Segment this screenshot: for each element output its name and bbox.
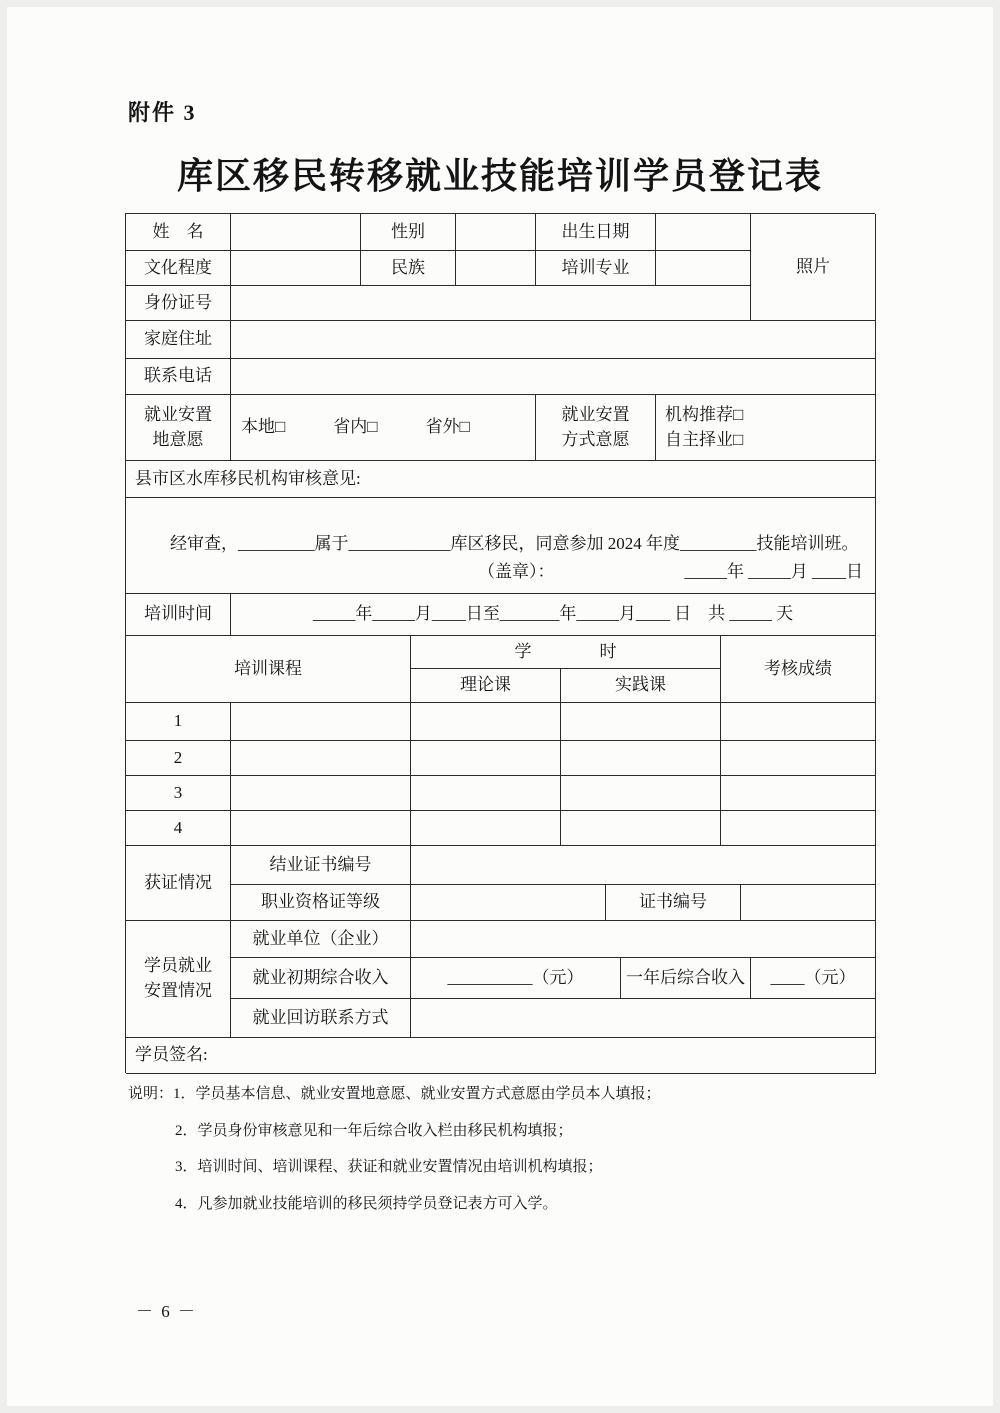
home-address-value-cell [231, 321, 876, 359]
course-name-cell [231, 703, 411, 741]
page-number: － 6 － [136, 1302, 197, 1321]
instruction-line: 2．学员身份审核意见和一年后综合收入栏由移民机构填报； [175, 1122, 573, 1139]
course-name-cell [231, 741, 411, 776]
ethnicity-label: 民族 [361, 251, 456, 286]
option-in-province-checkbox: 省内□ [333, 417, 378, 437]
option-local-checkbox: 本地□ [241, 417, 286, 437]
ethnicity-value-cell [456, 251, 536, 286]
cert-number-value-cell [741, 885, 876, 921]
course-row-number: 1 [126, 703, 231, 741]
practice-hours-cell [561, 741, 721, 776]
phone-label: 联系电话 [126, 359, 231, 395]
review-footer [126, 560, 863, 585]
practice-hours-cell [561, 811, 721, 846]
theory-subheader: 理论课 [411, 669, 561, 703]
practice-subheader: 实践课 [561, 669, 721, 703]
course-row-number: 2 [126, 741, 231, 776]
course-row-number: 4 [126, 811, 231, 846]
score-cell [721, 776, 876, 811]
training-time-label: 培训时间 [126, 594, 231, 636]
name-value-cell [231, 214, 361, 251]
placement-place-options-cell [231, 395, 536, 461]
theory-hours-cell [411, 811, 561, 846]
followup-contact-label: 就业回访联系方式 [231, 999, 411, 1038]
theory-hours-cell [411, 741, 561, 776]
employer-label: 就业单位（企业） [231, 921, 411, 958]
instruction-line: 说明：1．学员基本信息、就业安置地意愿、就业安置方式意愿由学员本人填报； [128, 1086, 661, 1102]
name-label: 姓 名 [126, 214, 231, 251]
option-out-province-checkbox: 省外□ [425, 417, 470, 437]
placement-place-wish-label: 就业安置 地意愿 [126, 395, 231, 461]
score-cell [721, 741, 876, 776]
review-statement: 经审查，_________属于____________库区移民，同意参加 2024 年度_________技能培训班。 [170, 533, 859, 553]
score-header: 考核成绩 [721, 636, 876, 703]
training-time-value: _____年_____月____日至_______年_____月____ 日 共 _____ 天 [231, 594, 876, 636]
student-signature-label: 学员签名: [126, 1038, 876, 1074]
photo-cell: 照片 [751, 214, 876, 321]
employment-section-label: 学员就业 安置情况 [126, 921, 231, 1038]
theory-hours-cell [411, 776, 561, 811]
score-cell [721, 811, 876, 846]
completion-cert-no-value-cell [411, 846, 876, 885]
one-year-income-value: ____（元） [751, 958, 876, 999]
qualification-level-value-cell [411, 885, 606, 921]
initial-income-label: 就业初期综合收入 [231, 958, 411, 999]
id-number-value-cell [231, 286, 751, 321]
score-cell [721, 703, 876, 741]
phone-value-cell [231, 359, 876, 395]
theory-hours-cell [411, 703, 561, 741]
gender-label: 性别 [361, 214, 456, 251]
placement-method-wish-label: 就业安置 方式意愿 [536, 395, 656, 461]
instruction-line: 3．培训时间、培训课程、获证和就业安置情况由培训机构填报； [175, 1159, 603, 1175]
education-label: 文化程度 [126, 251, 231, 286]
placement-method-options-cell: 机构推荐□ 自主择业□ [656, 395, 876, 461]
practice-hours-cell [561, 703, 721, 741]
training-major-value-cell [656, 251, 751, 286]
followup-contact-value-cell [411, 999, 876, 1038]
completion-cert-no-label: 结业证书编号 [231, 846, 411, 885]
agency-review-header: 县市区水库移民机构审核意见: [126, 461, 876, 498]
hours-header: 学 时 [411, 636, 721, 669]
page-title: 库区移民转移就业技能培训学员登记表 [176, 156, 823, 196]
cert-number-label: 证书编号 [606, 885, 741, 921]
qualification-level-label: 职业资格证等级 [231, 885, 411, 921]
stamp-date-blanks: _____年 _____月 ____日 [684, 562, 863, 582]
course-row-number: 3 [126, 776, 231, 811]
practice-hours-cell [561, 776, 721, 811]
course-name-cell [231, 811, 411, 846]
course-header: 培训课程 [126, 636, 411, 703]
registration-form-table [125, 213, 875, 1073]
id-number-label: 身份证号 [126, 286, 231, 321]
attachment-label: 附件 3 [128, 100, 197, 125]
birthdate-label: 出生日期 [536, 214, 656, 251]
education-value-cell [231, 251, 361, 286]
course-name-cell [231, 776, 411, 811]
gender-value-cell [456, 214, 536, 251]
home-address-label: 家庭住址 [126, 321, 231, 359]
stamp-label: （盖章）： [478, 562, 555, 582]
agency-review-cell [126, 498, 876, 594]
training-major-label: 培训专业 [536, 251, 656, 286]
instruction-line: 4．凡参加就业技能培训的移民须持学员登记表方可入学。 [175, 1195, 558, 1212]
birthdate-value-cell [656, 214, 751, 251]
instructions [128, 1083, 888, 1229]
initial-income-value: __________（元） [411, 958, 621, 999]
employer-value-cell [411, 921, 876, 958]
one-year-income-label: 一年后综合收入 [621, 958, 751, 999]
certificate-section-label: 获证情况 [126, 846, 231, 921]
